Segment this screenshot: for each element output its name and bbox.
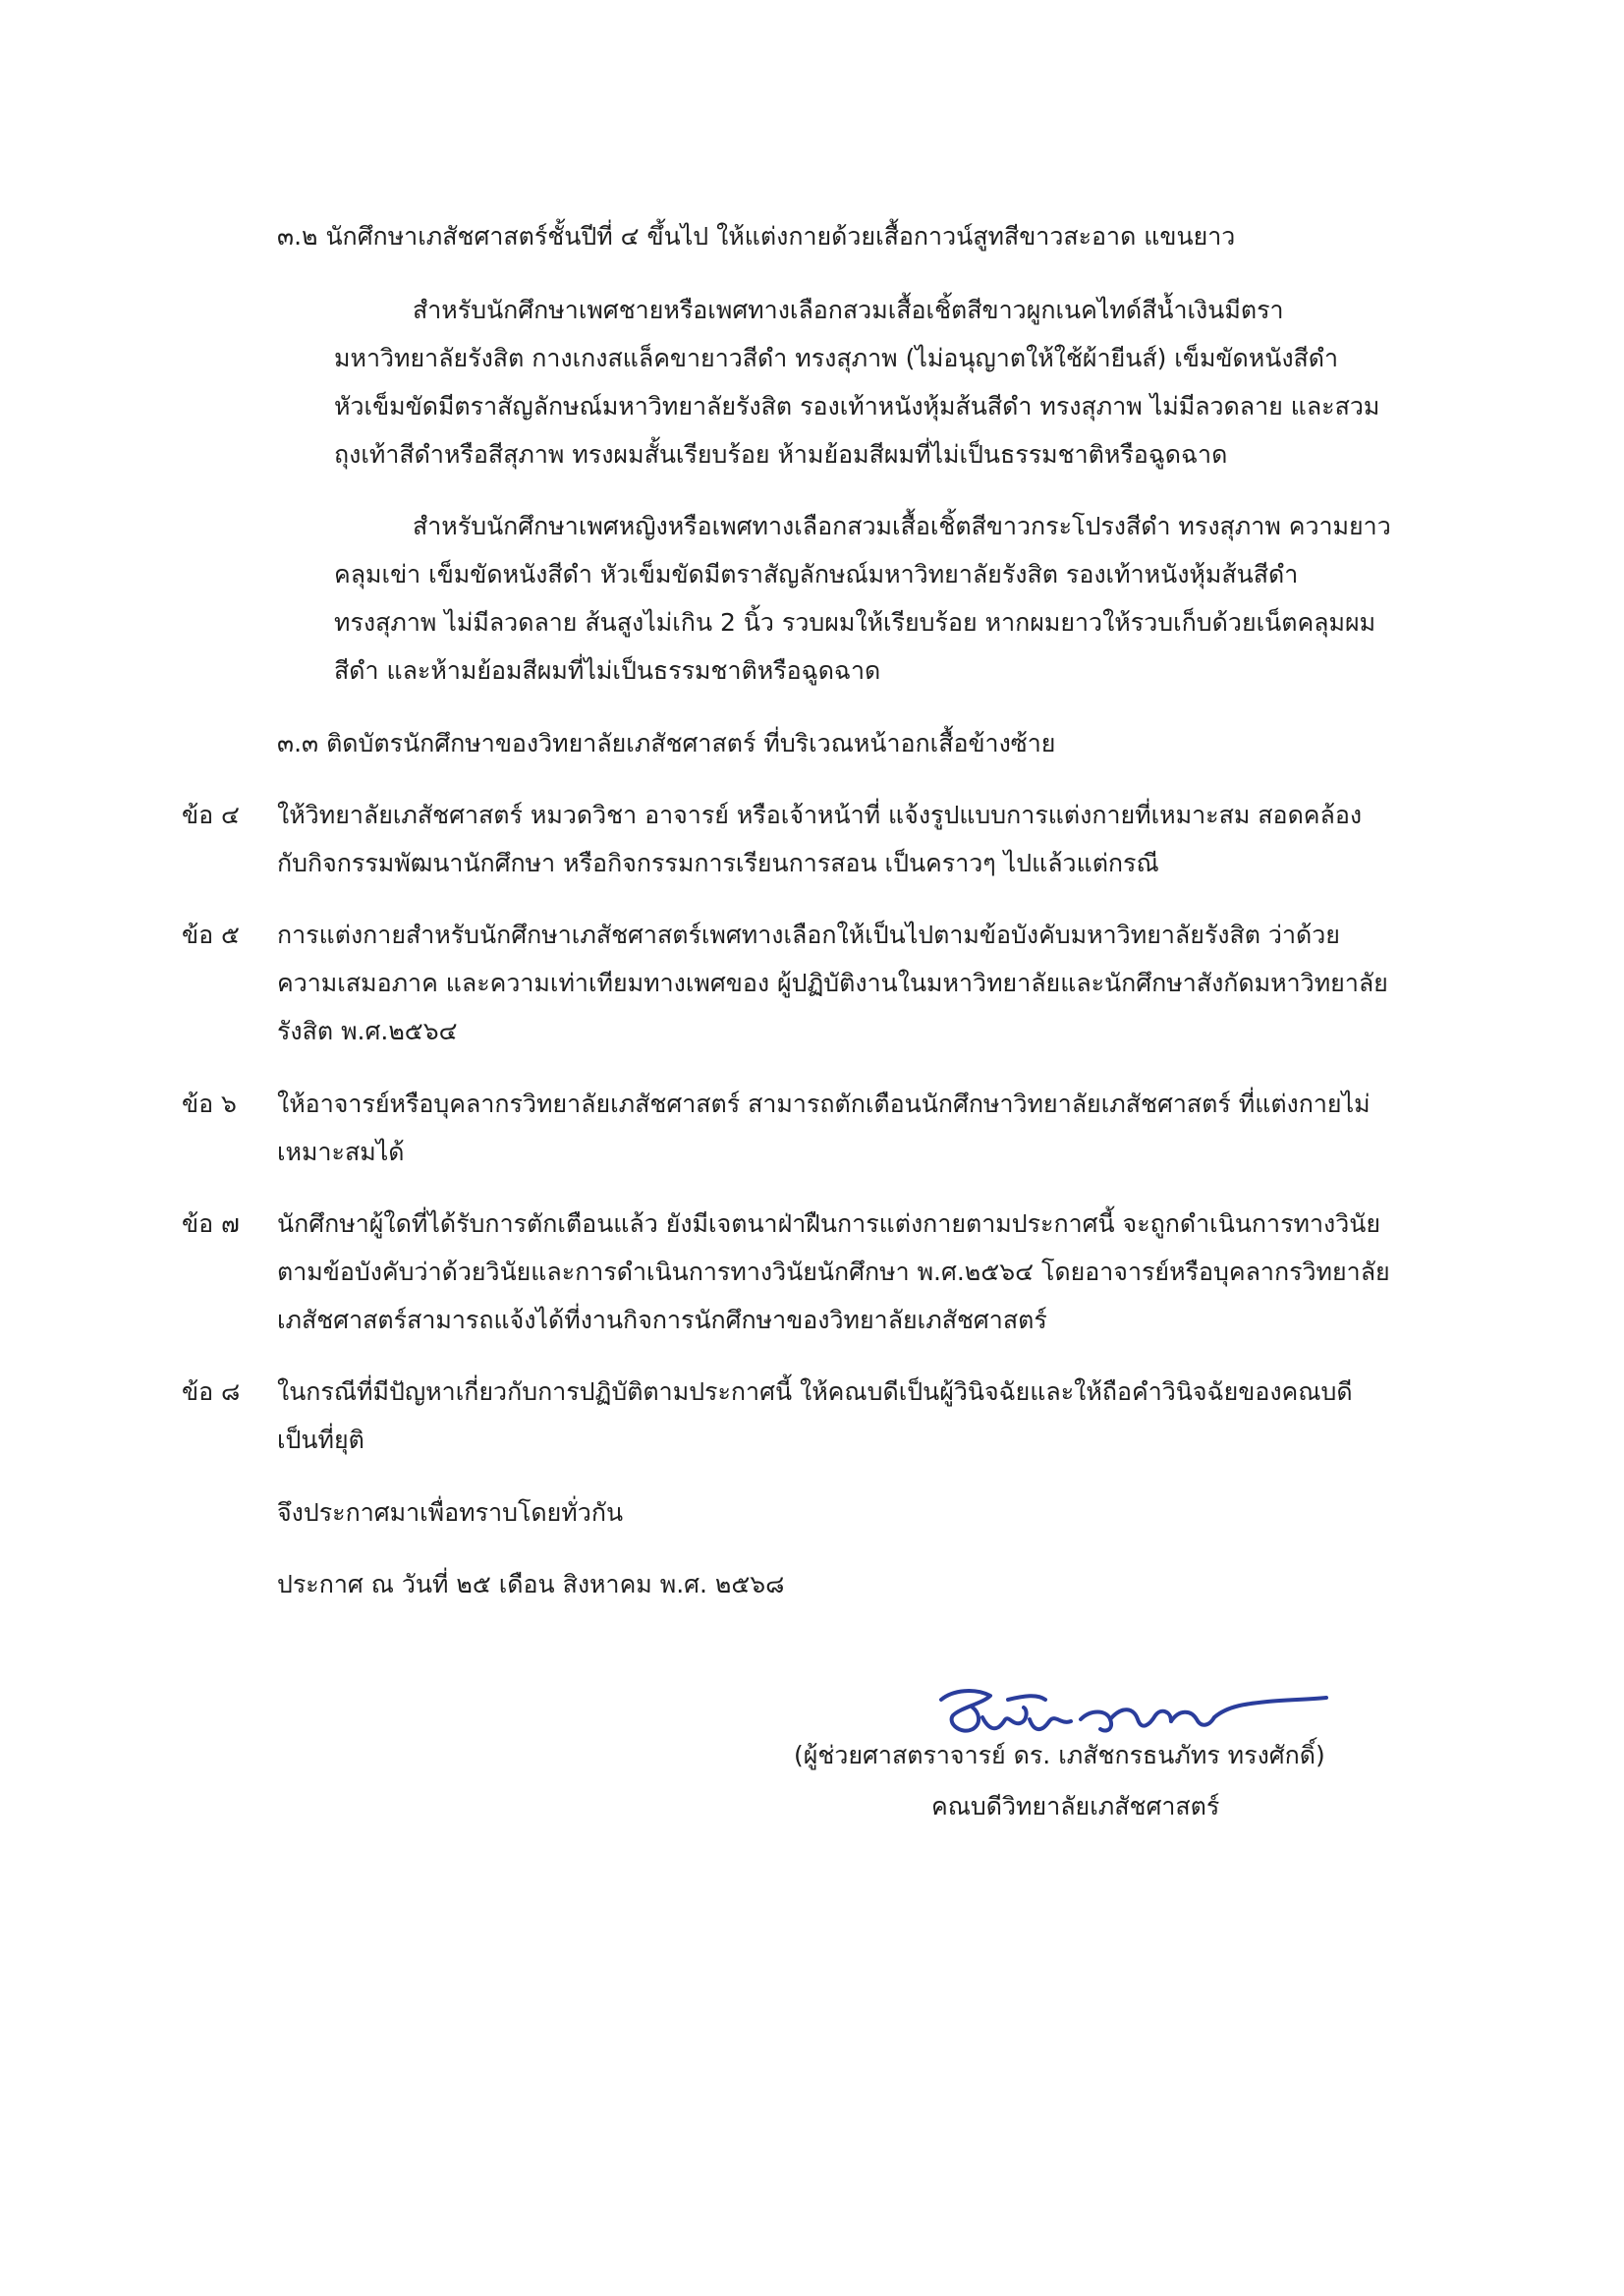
- clause-6-line-2: เหมาะสมได้: [277, 1138, 405, 1166]
- clause-5-line-3: รังสิต พ.ศ.๒๕๖๔: [277, 1017, 458, 1045]
- male-paragraph-line-4: ถุงเท้าสีดำหรือสีสุภาพ ทรงผมสั้นเรียบร้อย ห้ามย้อมสีผมที่ไม่เป็นธรรมชาติหรือฉูดฉาด: [334, 440, 1228, 469]
- clause-8-label: ข้อ ๘: [182, 1377, 241, 1406]
- closing-announcement: จึงประกาศมาเพื่อทราบโดยทั่วกัน: [277, 1498, 624, 1527]
- clause-6-label: ข้อ ๖: [182, 1090, 237, 1118]
- clause-5-label: ข้อ ๕: [182, 921, 240, 949]
- male-paragraph-line-1: สำหรับนักศึกษาเพศชายหรือเพศทางเลือกสวมเสื้อเชิ้ตสีขาวผูกเนคไทด์สีน้ำเงินมีตรา: [413, 296, 1284, 324]
- clause-4-line-2: กับกิจกรรมพัฒนานักศึกษา หรือกิจกรรมการเรียนการสอน เป็นคราวๆ ไปแล้วแต่กรณี: [277, 849, 1159, 877]
- clause-4-label: ข้อ ๔: [182, 801, 240, 829]
- clause-8-line-2: เป็นที่ยุติ: [277, 1426, 364, 1454]
- clause-7-line-1: นักศึกษาผู้ใดที่ได้รับการตักเตือนแล้ว ยังมีเจตนาฝ่าฝืนการแต่งกายตามประกาศนี้ จะถูกดำเนินการทางวินัย: [277, 1209, 1381, 1238]
- section-3-3-heading: ๓.๓ ติดบัตรนักศึกษาของวิทยาลัยเภสัชศาสตร์ ที่บริเวณหน้าอกเสื้อข้างซ้าย: [277, 729, 1056, 757]
- male-paragraph-line-2: มหาวิทยาลัยรังสิต กางเกงสแล็คขายาวสีดำ ทรงสุภาพ (ไม่อนุญาตให้ใช้ผ้ายีนส์) เข็มขัดหนังสีดำ: [334, 344, 1339, 372]
- female-paragraph-line-1: สำหรับนักศึกษาเพศหญิงหรือเพศทางเลือกสวมเสื้อเชิ้ตสีขาวกระโปรงสีดำ ทรงสุภาพ ความยาว: [413, 512, 1391, 540]
- announcement-date: ประกาศ ณ วันที่ ๒๕ เดือน สิงหาคม พ.ศ. ๒๕๖๘: [277, 1570, 785, 1598]
- clause-7-label: ข้อ ๗: [182, 1209, 240, 1238]
- signatory-name: (ผู้ช่วยศาสตราจารย์ ดร. เภสัชกรธนภัทร ทรงศักดิ์): [794, 1741, 1325, 1769]
- clause-6-line-1: ให้อาจารย์หรือบุคลากรวิทยาลัยเภสัชศาสตร์ สามารถตักเตือนนักศึกษาวิทยาลัยเภสัชศาสตร์ ที่แต่งกายไม่: [277, 1090, 1371, 1118]
- female-paragraph-line-2: คลุมเข่า เข็มขัดหนังสีดำ หัวเข็มขัดมีตราสัญลักษณ์มหาวิทยาลัยรังสิต รองเท้าหนังหุ้มส้นสีดำ: [334, 560, 1299, 588]
- signatory-position: คณบดีวิทยาลัยเภสัชศาสตร์: [931, 1792, 1220, 1820]
- clause-5-line-1: การแต่งกายสำหรับนักศึกษาเภสัชศาสตร์เพศทางเลือกให้เป็นไปตามข้อบังคับมหาวิทยาลัยรังสิต ว่าด้วย: [277, 921, 1340, 949]
- clause-7-line-3: เภสัชศาสตร์สามารถแจ้งได้ที่งานกิจการนักศึกษาของวิทยาลัยเภสัชศาสตร์: [277, 1306, 1047, 1334]
- female-paragraph-line-4: สีดำ และห้ามย้อมสีผมที่ไม่เป็นธรรมชาติหรือฉูดฉาด: [334, 656, 881, 685]
- clause-5-line-2: ความเสมอภาค และความเท่าเทียมทางเพศของ ผู้ปฏิบัติงานในมหาวิทยาลัยและนักศึกษาสังกัดมหาวิทยาลัย: [277, 969, 1388, 997]
- clause-4-line-1: ให้วิทยาลัยเภสัชศาสตร์ หมวดวิชา อาจารย์ หรือเจ้าหน้าที่ แจ้งรูปแบบการแต่งกายที่เหมาะสม สอดคล้อง: [277, 801, 1363, 829]
- section-3-2-heading: ๓.๒ นักศึกษาเภสัชศาสตร์ชั้นปีที่ ๔ ขึ้นไป ให้แต่งกายด้วยเสื้อกาวน์สูทสีขาวสะอาด แขนยาว: [277, 222, 1236, 251]
- clause-8-line-1: ในกรณีที่มีปัญหาเกี่ยวกับการปฏิบัติตามประกาศนี้ ให้คณบดีเป็นผู้วินิจฉัยและให้ถือคำวินิจฉัยของคณบดี: [277, 1377, 1353, 1406]
- clause-7-line-2: ตามข้อบังคับว่าด้วยวินัยและการดำเนินการทางวินัยนักศึกษา พ.ศ.๒๕๖๔ โดยอาจารย์หรือบุคลากรวิทยาลัย: [277, 1258, 1390, 1286]
- female-paragraph-line-3: ทรงสุภาพ ไม่มีลวดลาย ส้นสูงไม่เกิน 2 นิ้ว รวบผมให้เรียบร้อย หากผมยาวให้รวบเก็บด้วยเน็ตคลุมผม: [334, 608, 1376, 637]
- male-paragraph-line-3: หัวเข็มขัดมีตราสัญลักษณ์มหาวิทยาลัยรังสิต รองเท้าหนังหุ้มส้นสีดำ ทรงสุภาพ ไม่มีลวดลาย และสวม: [334, 392, 1380, 420]
